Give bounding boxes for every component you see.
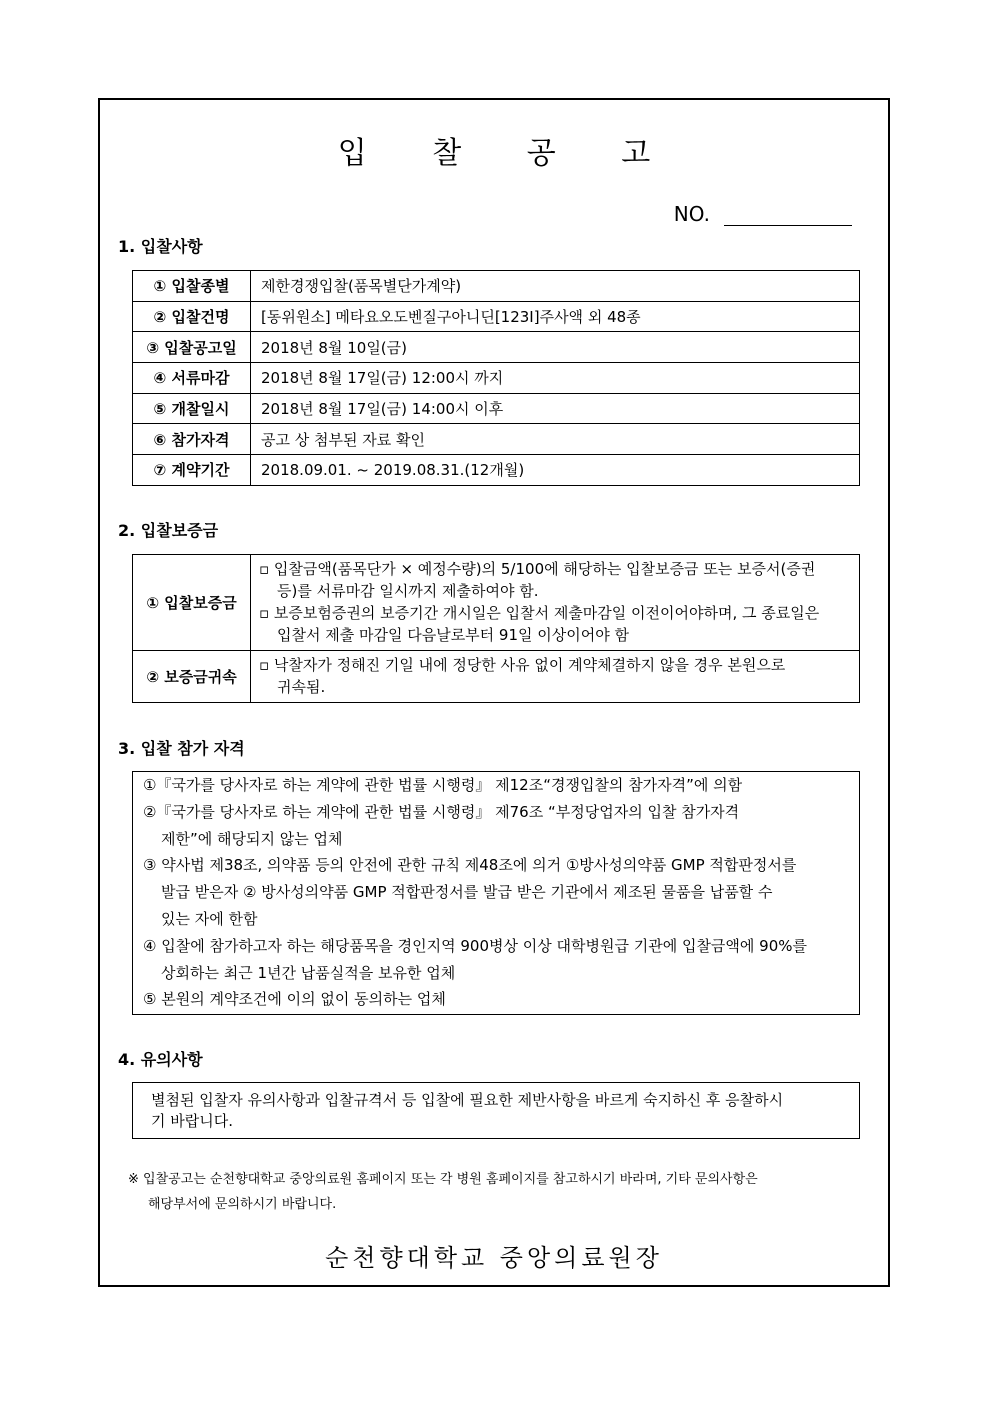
text-line: ⑤ 본원의 계약조건에 이의 없이 동의하는 업체: [143, 990, 446, 1009]
text-line: 기 바랍니다.: [151, 1112, 233, 1130]
section3-heading: 3. 입찰 참가 자격: [118, 739, 245, 758]
text-line: 별첨된 입찰자 유의사항과 입찰규격서 등 입찰에 필요한 제반사항을 바르게 숙지하신 후 응찰하시: [151, 1091, 784, 1109]
text-line: 해당부서에 문의하시기 바랍니다.: [148, 1197, 337, 1212]
row-value: 2018년 8월 17일(금) 14:00시 이후: [251, 393, 860, 424]
issuer-signature: 순천향대학교 중앙의료원장: [325, 1244, 663, 1272]
row-label: ② 입찰건명: [133, 301, 251, 332]
caution-box: [132, 1082, 860, 1139]
row-label: ④ 서류마감: [133, 363, 251, 394]
text-line: 있는 자에 한함: [161, 909, 258, 928]
table-row: [133, 555, 860, 651]
row-label: ③ 입찰공고일: [133, 332, 251, 363]
text-line: 귀속됨.: [277, 678, 326, 696]
text-line: ①『국가를 당사자로 하는 계약에 관한 법률 시행령』 제12조“경쟁입찰의 참가자격”에 의함: [143, 776, 743, 794]
footnote: [128, 1167, 868, 1217]
row-value: [251, 555, 860, 651]
table-row: [133, 271, 860, 302]
text-line: 상회하는 최근 1년간 납품실적을 보유한 업체: [161, 963, 456, 982]
text-line: 발급 받은자 ② 방사성의약품 GMP 적합판정서를 발급 받은 기관에서 제조된 물품을 납품할 수: [161, 883, 773, 902]
bond-text: [251, 555, 859, 650]
text-line: ※ 입찰공고는 순천향대학교 중앙의료원 홈페이지 또는 각 병원 홈페이지를 참고하시기 바라며, 기타 문의사항은: [128, 1172, 758, 1187]
row-value: 2018.09.01. ~ 2019.08.31.(12개월): [251, 455, 860, 486]
section1-heading: 1. 입찰사항: [118, 237, 203, 256]
text-line: ▫ 낙찰자가 정해진 기일 내에 정당한 사유 없이 계약체결하지 않을 경우 본원으로: [259, 656, 786, 674]
text-line: ▫ 보증보험증권의 보증기간 개시일은 입찰서 제출마감일 이전이어야하며, 그 종료일은: [259, 604, 820, 622]
table-row: [133, 455, 860, 486]
row-value: 제한경쟁입찰(품목별단가계약): [251, 271, 860, 302]
row-label: ⑥ 참가자격: [133, 424, 251, 455]
row-value: [251, 651, 860, 703]
row-label: ② 보증금귀속: [133, 651, 251, 703]
text-line: ▫ 입찰금액(품목단가 × 예정수량)의 5/100에 해당하는 입찰보증금 또는 보증서(증권: [259, 560, 816, 578]
bid-details-table: [132, 270, 860, 486]
text-line: 제한”에 해당되지 않는 업체: [161, 829, 343, 848]
text-line: ②『국가를 당사자로 하는 계약에 관한 법률 시행령』 제76조 “부정당업자의 입찰 참가자격: [143, 802, 740, 821]
text-line: 등)를 서류마감 일시까지 제출하여야 함.: [277, 582, 539, 600]
row-label: ⑤ 개찰일시: [133, 393, 251, 424]
row-label: ⑦ 계약기간: [133, 455, 251, 486]
bid-bond-table: [132, 554, 860, 703]
document-number-blank: [724, 205, 852, 226]
section4-heading: 4. 유의사항: [118, 1050, 203, 1069]
text-line: 입찰서 제출 마감일 다음날로부터 91일 이상이어야 함: [277, 626, 629, 644]
table-row: [133, 651, 860, 703]
page-title: 입 찰 공 고: [337, 136, 679, 171]
document-number-label: NO.: [673, 202, 710, 226]
row-value: [동위원소] 메타요오도벤질구아니딘[123I]주사액 외 48종: [251, 301, 860, 332]
qualification-box: [132, 771, 860, 1015]
table-row: [133, 424, 860, 455]
row-value: 2018년 8월 10일(금): [251, 332, 860, 363]
table-row: [133, 363, 860, 394]
row-label: ① 입찰보증금: [133, 555, 251, 651]
text-line: ④ 입찰에 참가하고자 하는 해당품목을 경인지역 900병상 이상 대학병원급 기관에 입찰금액에 90%를: [143, 936, 807, 955]
row-value: 2018년 8월 17일(금) 12:00시 까지: [251, 363, 860, 394]
text-line: ③ 약사법 제38조, 의약품 등의 안전에 관한 규칙 제48조에 의거 ①방사성의약품 GMP 적합판정서를: [143, 856, 797, 875]
bond-forfeit-text: [251, 651, 859, 702]
row-value: 공고 상 첨부된 자료 확인: [251, 424, 860, 455]
row-label: ① 입찰종별: [133, 271, 251, 302]
table-row: [133, 332, 860, 363]
section2-heading: 2. 입찰보증금: [118, 521, 219, 540]
document-number: [674, 202, 852, 226]
notice-frame: [98, 98, 890, 1287]
table-row: [133, 301, 860, 332]
table-row: [133, 393, 860, 424]
